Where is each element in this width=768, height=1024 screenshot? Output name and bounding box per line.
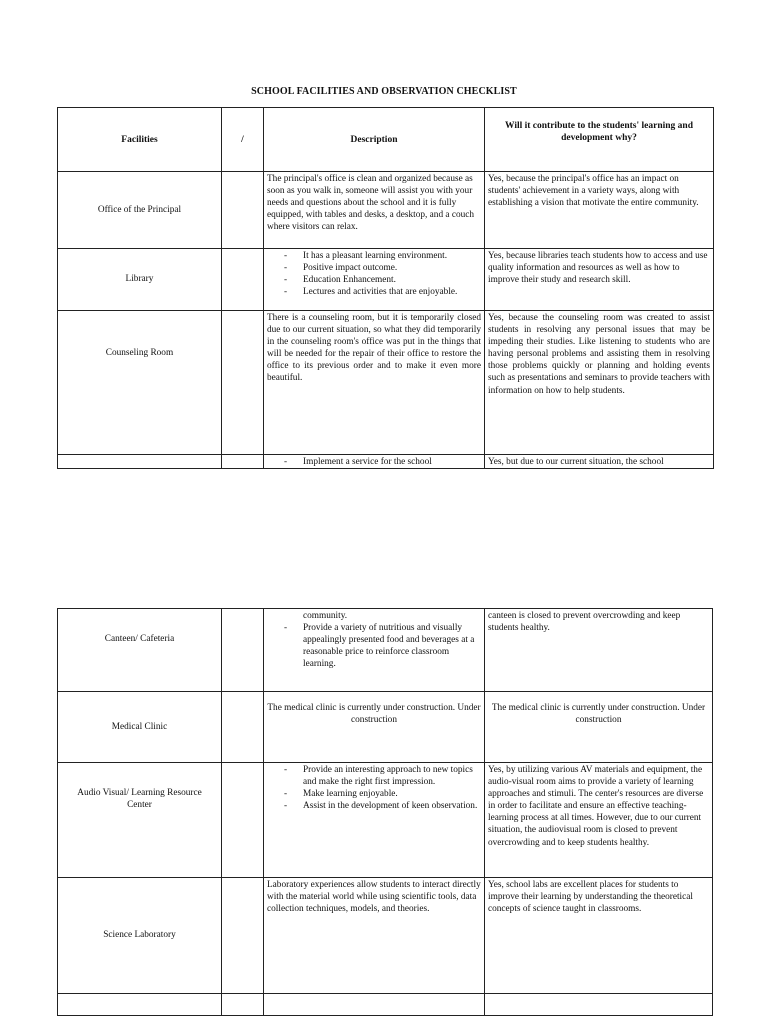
description-cell: [264, 763, 485, 878]
table-row: [58, 311, 714, 455]
header-description: Description: [264, 108, 485, 172]
check-cell: [222, 249, 264, 311]
table-row: [58, 878, 713, 994]
description-cell: The medical clinic is currently under construction. Under construction: [264, 692, 485, 763]
continued-text: community.: [303, 611, 348, 621]
list-item: - Implement a service for the school: [303, 456, 481, 468]
contribute-cell: canteen is closed to prevent overcrowding and keep students healthy.: [485, 609, 713, 692]
checklist-table-part-1: [57, 107, 714, 469]
check-cell: [222, 609, 264, 692]
table-row: [58, 692, 713, 763]
check-cell: [222, 994, 264, 1016]
description-cell: The principal's office is clean and organized because as soon as you walk in, someone will assist you with your needs and questions about the school and it is fully equipped, with tables and desks, a desktop, and a couch where visitors can relax.: [264, 172, 485, 249]
facility-name: Audio Visual/ Learning Resource Center: [58, 763, 222, 878]
header-check: /: [222, 108, 264, 172]
list-item: - Provide an interesting approach to new topics and make the right first impression.: [303, 764, 481, 788]
facility-name: Office of the Principal: [58, 172, 222, 249]
facility-name: Medical Clinic: [58, 692, 222, 763]
facility-name: Counseling Room: [58, 311, 222, 455]
facility-name: Science Laboratory: [58, 878, 222, 994]
contribute-cell: Yes, school labs are excellent places for students to improve their learning by understanding the theoretical concepts of science taught in classrooms.: [485, 878, 713, 994]
description-cell: [264, 455, 485, 469]
table-row: [58, 609, 713, 692]
contribute-cell: Yes, but due to our current situation, the school: [485, 455, 714, 469]
description-cell: [264, 249, 485, 311]
list-item: - It has a pleasant learning environment.: [303, 250, 481, 262]
header-contribute: Will it contribute to the students' learning and development why?: [485, 108, 714, 172]
header-row: [58, 108, 714, 172]
list-item: - Provide a variety of nutritious and visually appealingly presented food and beverages at a reasonable price to reinforce classroom learning.: [303, 622, 481, 670]
contribute-cell: Yes, because the counseling room was created to assist students in resolving any personal issues that may be impeding their studies. Like listening to students who are having personal problems and assisting them in resolving those problems quickly or planning and holding events such as presentations and seminars to provide teachers with information on how to help students.: [485, 311, 714, 455]
list-item: - Lectures and activities that are enjoyable.: [303, 286, 481, 298]
contribute-cell: Yes, because the principal's office has an impact on students' achievement in a variety ways, along with establishing a vision that motivate the entire community.: [485, 172, 714, 249]
contribute-cell: Yes, because libraries teach students how to access and use quality information and resources as well as how to improve their study and research skill.: [485, 249, 714, 311]
check-cell: [222, 311, 264, 455]
facility-name: Library: [58, 249, 222, 311]
contribute-cell: Yes, by utilizing various AV materials and equipment, the audio-visual room aims to provide a variety of learning approaches and stimuli. The center's resources are diverse in order to facilitate and ensure an effective teaching-learning process at all times. However, due to our current situation, the audiovisual room is closed to prevent overcrowding and to keep students healthy.: [485, 763, 713, 878]
page-title: SCHOOL FACILITIES AND OBSERVATION CHECKLIST: [251, 86, 517, 97]
list-item: - Make learning enjoyable.: [303, 788, 481, 800]
table-row: [58, 172, 714, 249]
check-cell: [222, 878, 264, 994]
check-cell: [222, 692, 264, 763]
description-cell: [264, 994, 485, 1016]
list-item: - Positive impact outcome.: [303, 262, 481, 274]
checklist-table-part-2: [57, 608, 713, 1016]
list-item: - Education Enhancement.: [303, 274, 481, 286]
contribute-cell: The medical clinic is currently under construction. Under construction: [485, 692, 713, 763]
list-item: - Assist in the development of keen observation.: [303, 800, 481, 812]
facility-name-cell: [58, 455, 222, 469]
table-row: [58, 763, 713, 878]
description-cell: [264, 609, 485, 692]
facility-name: Canteen/ Cafeteria: [58, 609, 222, 692]
table-row: [58, 455, 714, 469]
check-cell: [222, 172, 264, 249]
facility-name-cell: [58, 994, 222, 1016]
description-cell: There is a counseling room, but it is temporarily closed due to our current situation, so what they did temporarily in the counseling room's office was put in the things that will be needed for the repair of their office to restore the office to its previous order and to make it even more beautiful.: [264, 311, 485, 455]
check-cell: [222, 763, 264, 878]
contribute-cell: [485, 994, 713, 1016]
table-row: [58, 994, 713, 1016]
check-cell: [222, 455, 264, 469]
header-facilities: Facilities: [58, 108, 222, 172]
table-row: [58, 249, 714, 311]
description-cell: Laboratory experiences allow students to interact directly with the material world while using scientific tools, data collection techniques, models, and theories.: [264, 878, 485, 994]
